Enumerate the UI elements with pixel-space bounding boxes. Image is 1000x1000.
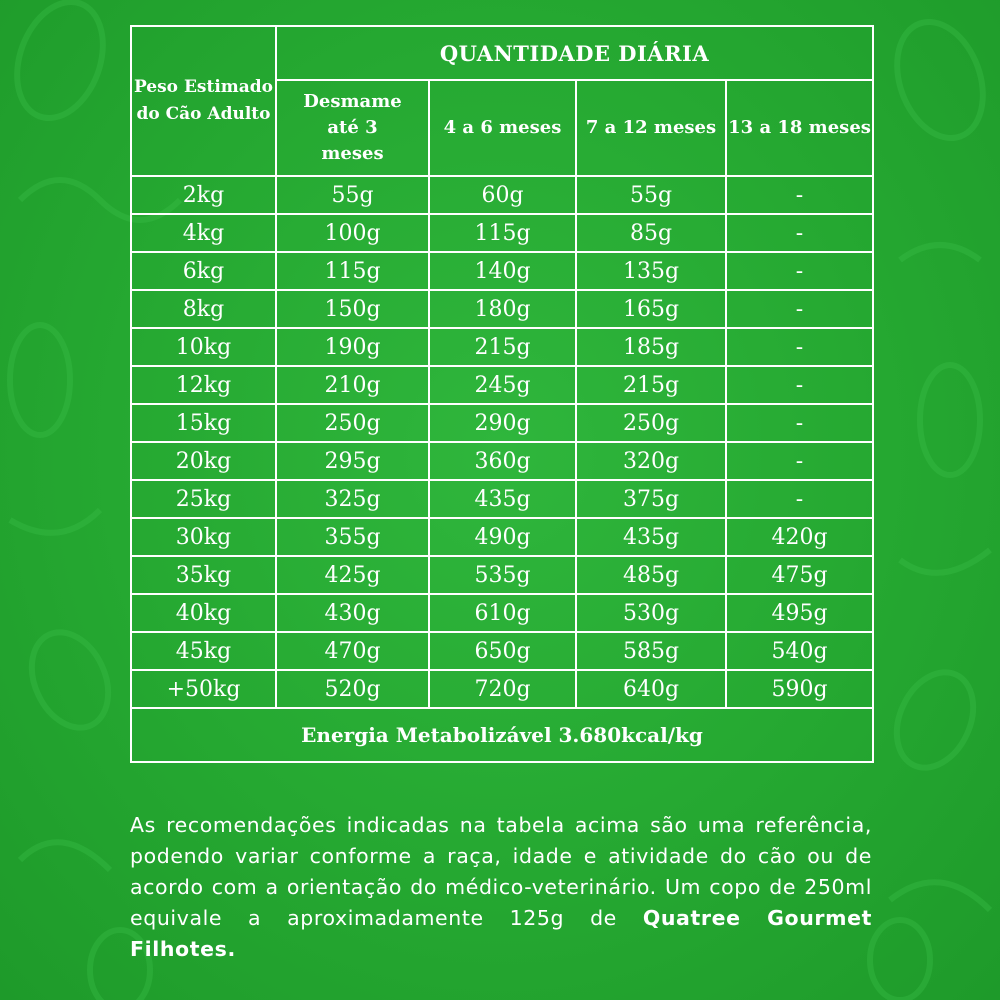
quantity-cell: - bbox=[726, 480, 873, 518]
quantity-cell: 520g bbox=[276, 670, 429, 708]
quantity-cell: 375g bbox=[576, 480, 726, 518]
table-row bbox=[131, 252, 873, 290]
quantity-cell: 610g bbox=[429, 594, 576, 632]
quantity-cell: - bbox=[726, 328, 873, 366]
quantity-cell: 100g bbox=[276, 214, 429, 252]
quantity-cell: - bbox=[726, 176, 873, 214]
quantity-cell: - bbox=[726, 366, 873, 404]
quantity-cell: 640g bbox=[576, 670, 726, 708]
quantity-cell: 250g bbox=[576, 404, 726, 442]
energy-row bbox=[131, 708, 873, 762]
age-header-13-18: 13 a 18 meses bbox=[726, 80, 873, 176]
header-row-main bbox=[131, 26, 873, 80]
quantity-cell: 180g bbox=[429, 290, 576, 328]
table-row bbox=[131, 404, 873, 442]
table-row bbox=[131, 290, 873, 328]
quantity-cell: 530g bbox=[576, 594, 726, 632]
quantity-cell: 215g bbox=[576, 366, 726, 404]
quantity-cell: 210g bbox=[276, 366, 429, 404]
quantity-cell: 290g bbox=[429, 404, 576, 442]
weight-cell: 4kg bbox=[131, 214, 276, 252]
table-row bbox=[131, 176, 873, 214]
weight-cell: 35kg bbox=[131, 556, 276, 594]
age-header-4-6: 4 a 6 meses bbox=[429, 80, 576, 176]
quantity-cell: - bbox=[726, 252, 873, 290]
weight-cell: 10kg bbox=[131, 328, 276, 366]
quantity-cell: 435g bbox=[429, 480, 576, 518]
quantity-cell: 425g bbox=[276, 556, 429, 594]
quantity-cell: - bbox=[726, 442, 873, 480]
quantity-cell: 470g bbox=[276, 632, 429, 670]
weight-cell: 20kg bbox=[131, 442, 276, 480]
quantity-cell: 590g bbox=[726, 670, 873, 708]
table-row bbox=[131, 556, 873, 594]
weight-cell: 45kg bbox=[131, 632, 276, 670]
quantity-cell: 325g bbox=[276, 480, 429, 518]
weight-cell: +50kg bbox=[131, 670, 276, 708]
quantity-cell: - bbox=[726, 404, 873, 442]
quantity-cell: 360g bbox=[429, 442, 576, 480]
quantity-cell: - bbox=[726, 214, 873, 252]
table-row bbox=[131, 480, 873, 518]
quantity-cell: 320g bbox=[576, 442, 726, 480]
weight-cell: 40kg bbox=[131, 594, 276, 632]
weight-header: Peso Estimado do Cão Adulto bbox=[131, 26, 276, 176]
quantity-cell: 420g bbox=[726, 518, 873, 556]
table-row bbox=[131, 670, 873, 708]
age-header-weaning: Desmame até 3 meses bbox=[276, 80, 429, 176]
quantity-cell: 215g bbox=[429, 328, 576, 366]
energy-footer: Energia Metabolizável 3.680kcal/kg bbox=[131, 708, 873, 762]
recommendation-note bbox=[130, 810, 872, 965]
quantity-cell: 585g bbox=[576, 632, 726, 670]
quantity-cell: 485g bbox=[576, 556, 726, 594]
quantity-cell: 245g bbox=[429, 366, 576, 404]
quantity-cell: 430g bbox=[276, 594, 429, 632]
quantity-cell: 140g bbox=[429, 252, 576, 290]
quantity-cell: 535g bbox=[429, 556, 576, 594]
weight-cell: 15kg bbox=[131, 404, 276, 442]
weight-cell: 25kg bbox=[131, 480, 276, 518]
quantity-cell: 115g bbox=[429, 214, 576, 252]
quantity-cell: 650g bbox=[429, 632, 576, 670]
quantity-cell: 720g bbox=[429, 670, 576, 708]
quantity-cell: 165g bbox=[576, 290, 726, 328]
quantity-cell: 490g bbox=[429, 518, 576, 556]
table-row bbox=[131, 442, 873, 480]
quantity-cell: 190g bbox=[276, 328, 429, 366]
quantity-cell: 55g bbox=[276, 176, 429, 214]
quantity-cell: 435g bbox=[576, 518, 726, 556]
quantity-cell: 475g bbox=[726, 556, 873, 594]
weight-cell: 12kg bbox=[131, 366, 276, 404]
weight-cell: 2kg bbox=[131, 176, 276, 214]
quantity-cell: 150g bbox=[276, 290, 429, 328]
table-row bbox=[131, 328, 873, 366]
table-row bbox=[131, 632, 873, 670]
note-text: As recomendações indicadas na tabela acima são uma referência, podendo variar conforme a raça, idade e atividade do cão ou de acordo com a orientação do médico-veterinário. Um copo de 250ml equivale a aproximadamente 125g de bbox=[130, 813, 872, 930]
quantity-cell: 540g bbox=[726, 632, 873, 670]
quantity-cell: 295g bbox=[276, 442, 429, 480]
quantity-cell: 250g bbox=[276, 404, 429, 442]
quantity-cell: 185g bbox=[576, 328, 726, 366]
quantity-cell: 115g bbox=[276, 252, 429, 290]
quantity-cell: 55g bbox=[576, 176, 726, 214]
table-row bbox=[131, 594, 873, 632]
quantity-cell: - bbox=[726, 290, 873, 328]
table-row bbox=[131, 214, 873, 252]
weight-cell: 30kg bbox=[131, 518, 276, 556]
table-row bbox=[131, 518, 873, 556]
brand-name: Quatree Gourmet Filhotes. bbox=[130, 906, 872, 961]
age-header-7-12: 7 a 12 meses bbox=[576, 80, 726, 176]
weight-cell: 8kg bbox=[131, 290, 276, 328]
feeding-table bbox=[130, 25, 874, 763]
quantity-cell: 85g bbox=[576, 214, 726, 252]
weight-cell: 6kg bbox=[131, 252, 276, 290]
quantity-cell: 135g bbox=[576, 252, 726, 290]
daily-quantity-header: QUANTIDADE DIÁRIA bbox=[276, 26, 873, 80]
quantity-cell: 495g bbox=[726, 594, 873, 632]
table-row bbox=[131, 366, 873, 404]
quantity-cell: 355g bbox=[276, 518, 429, 556]
quantity-cell: 60g bbox=[429, 176, 576, 214]
